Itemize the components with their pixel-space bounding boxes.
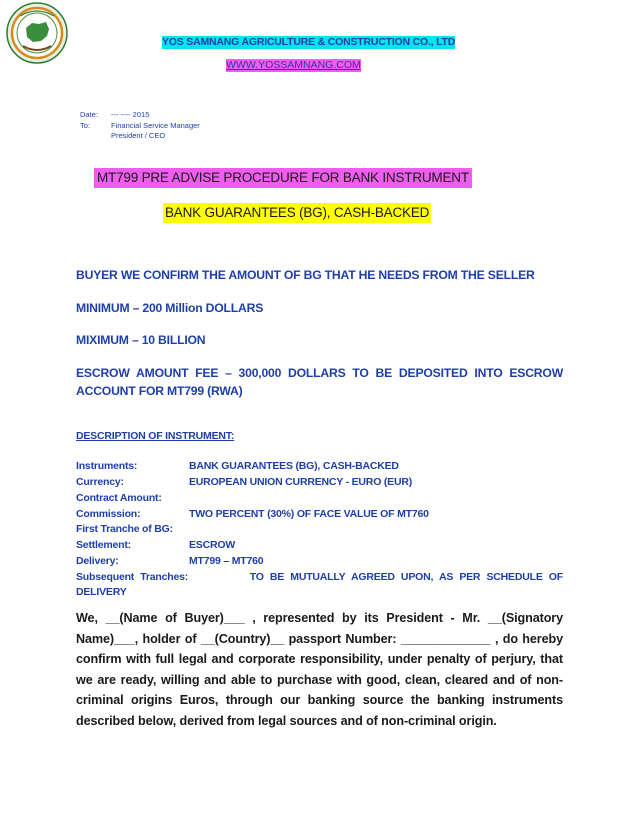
minimum-amount: MINIMUM – 200 Million DOLLARS xyxy=(76,301,264,315)
buyer-declaration-paragraph: We, __(Name of Buyer)___ , represented by its President - Mr. __(Signatory Name)___, holder of __(Country)__ passport Number: _____________ , do hereby confirm with full legal and corporate responsibility, under penalty of perjury, that we are ready, willing and able to purchase with good, clean, cleared and of non-criminal origins Euros, through our banking source the banking instruments described below, derived from legal sources and of non-criminal origin. xyxy=(76,611,563,728)
escrow-fee-line-2: ACCOUNT FOR MT799 (RWA) xyxy=(76,384,243,398)
commission-label: Commission: xyxy=(76,508,141,520)
document-subtitle: BANK GUARANTEES (BG), CASH-BACKED xyxy=(163,203,431,223)
escrow-fee-line-1: ESCROW AMOUNT FEE – 300,000 DOLLARS TO BE DEPOSITED INTO ESCROW xyxy=(76,366,563,380)
delivery-label: Delivery: xyxy=(76,555,119,567)
first-tranche-label: First Tranche of BG: xyxy=(76,523,173,535)
recipient-line-2: President / CEO xyxy=(111,131,166,140)
instruments-label: Instruments: xyxy=(76,460,138,472)
maximum-amount: MIXIMUM – 10 BILLION xyxy=(76,333,206,347)
commission-value: TWO PERCENT (30%) OF FACE VALUE OF MT760 xyxy=(189,508,429,520)
currency-value: EUROPEAN UNION CURRENCY - EURO (EUR) xyxy=(189,476,413,488)
website-link[interactable]: WWW.YOSSAMNANG.COM xyxy=(226,59,361,71)
settlement-label: Settlement: xyxy=(76,539,131,551)
to-label: To: xyxy=(80,121,91,130)
subsequent-tranches-line-2: DELIVERY xyxy=(76,586,127,598)
delivery-value: MT799 – MT760 xyxy=(189,555,264,567)
company-name: YOS SAMNANG AGRICULTURE & CONSTRUCTION CO., LTD xyxy=(162,36,456,48)
recipient-line-1: Financial Service Manager xyxy=(111,121,200,130)
currency-label: Currency: xyxy=(76,476,124,488)
subsequent-tranches-line-1: Subsequent Tranches: TO BE MUTUALLY AGREED UPON, AS PER SCHEDULE OF xyxy=(76,571,563,583)
date-value: --- ---- 2015 xyxy=(111,110,150,119)
document-title: MT799 PRE ADVISE PROCEDURE FOR BANK INSTRUMENT xyxy=(94,168,472,188)
contract-amount-label: Contract Amount: xyxy=(76,492,162,504)
date-label: Date: xyxy=(80,110,98,119)
buyer-confirmation: BUYER WE CONFIRM THE AMOUNT OF BG THAT HE NEEDS FROM THE SELLER xyxy=(76,268,535,282)
description-heading: DESCRIPTION OF INSTRUMENT: xyxy=(76,430,235,442)
company-logo-seal xyxy=(6,2,68,64)
instruments-value: BANK GUARANTEES (BG), CASH-BACKED xyxy=(189,460,399,472)
settlement-value: ESCROW xyxy=(189,539,236,551)
